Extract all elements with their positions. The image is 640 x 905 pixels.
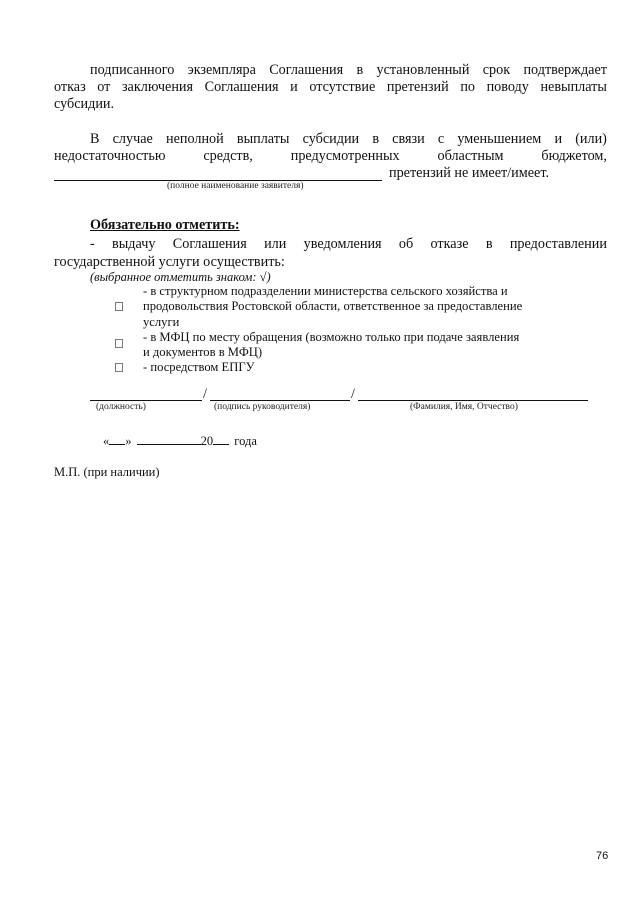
option-checkbox-epgu[interactable]: [115, 363, 123, 372]
option-checkbox-mfc[interactable]: [115, 339, 123, 348]
option-checkbox-ministry[interactable]: [115, 302, 123, 311]
paragraph1-line2: отказ от заключения Соглашения и отсутствие претензий по поводу невыплаты: [54, 79, 607, 95]
page-number: 76: [596, 850, 609, 862]
applicant-name-caption: (полное наименование заявителя): [167, 181, 304, 191]
full-name-line: [358, 400, 588, 401]
option-epgu[interactable]: - посредством ЕПГУ: [143, 360, 255, 374]
selection-hint: (выбранное отметить знаком: √): [90, 270, 271, 284]
stamp-note: М.П. (при наличии): [54, 465, 160, 479]
day-blank[interactable]: [109, 444, 125, 445]
paragraph2-line1: В случае неполной выплаты субсидии в связи с уменьшением и (или): [90, 131, 607, 147]
claims-statement: претензий не имеет/имеет.: [389, 165, 549, 181]
head-signature-caption: (подпись руководителя): [214, 402, 311, 412]
required-line1: - выдачу Соглашения или уведомления об отказе в предоставлении: [90, 236, 607, 252]
option-mfc[interactable]: - в МФЦ по месту обращения (возможно только при подаче заявления и документов в МФЦ): [143, 330, 520, 360]
position-caption: (должность): [96, 402, 146, 412]
head-signature-line: [210, 400, 350, 401]
signature-separator-1: /: [203, 386, 207, 402]
paragraph1-line1: подписанного экземпляра Соглашения в установленный срок подтверждает: [90, 62, 607, 78]
paragraph1-line3: субсидии.: [54, 96, 115, 112]
option-ministry[interactable]: - в структурном подразделении министерства сельского хозяйства и продовольствия Ростовской области, ответственное за предоставление услуги: [143, 284, 523, 329]
full-name-caption: (Фамилия, Имя, Отчество): [410, 402, 518, 412]
month-blank[interactable]: [137, 444, 201, 445]
date-line: « » 20 года: [103, 434, 257, 448]
required-heading: Обязательно отметить:: [90, 217, 240, 233]
year-blank[interactable]: [213, 444, 229, 445]
required-line2: государственной услуги осуществить:: [54, 254, 285, 270]
signature-separator-2: /: [351, 386, 355, 402]
paragraph2-line2: недостаточностью средств, предусмотренных областным бюджетом,: [54, 148, 607, 164]
position-line: [90, 400, 202, 401]
